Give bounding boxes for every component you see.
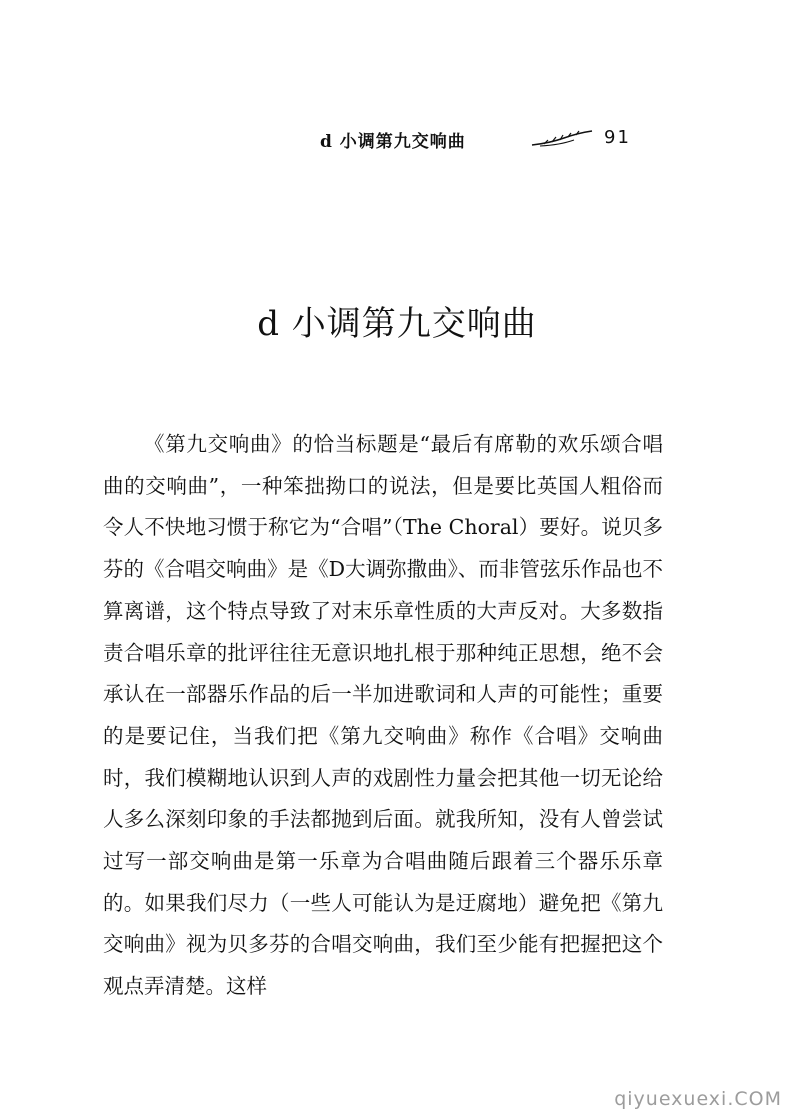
site-watermark: qiyuexuexi.COM — [614, 1088, 782, 1110]
flourish-icon — [530, 129, 594, 149]
running-header — [320, 127, 640, 153]
page-number: 91 — [604, 127, 631, 148]
body-paragraph: 《第九交响曲》的恰当标题是“最后有席勒的欢乐颂合唱曲的交响曲”，一种笨拙拗口的说法，但是要比英国人粗俗而令人不快地习惯于称它为“合唱”（The Choral）要好。说贝多芬的《合唱交响曲》是《D大调弥撒曲》、而非管弦乐作品也不算离谱，这个特点导致了对末乐章性质的大声反对。大多数指责合唱乐章的批评往往无意识地扎根于那种纯正思想，绝不会承认在一部器乐作品的后一半加进歌词和人声的可能性；重要的是要记住，当我们把《第九交响曲》称作《合唱》交响曲时，我们模糊地认识到人声的戏剧性力量会把其他一切无论给人多么深刻印象的手法都抛到后面。就我所知，没有人曾尝试过写一部交响曲是第一乐章为合唱曲随后跟着三个器乐乐章的。如果我们尽力（一些人可能认为是迂腐地）避免把《第九交响曲》视为贝多芬的合唱交响曲，我们至少能有把握把这个观点弄清楚。这样 — [103, 432, 663, 999]
running-title: d 小调第九交响曲 — [320, 132, 466, 152]
chapter-title: d 小调第九交响曲 — [257, 304, 537, 344]
